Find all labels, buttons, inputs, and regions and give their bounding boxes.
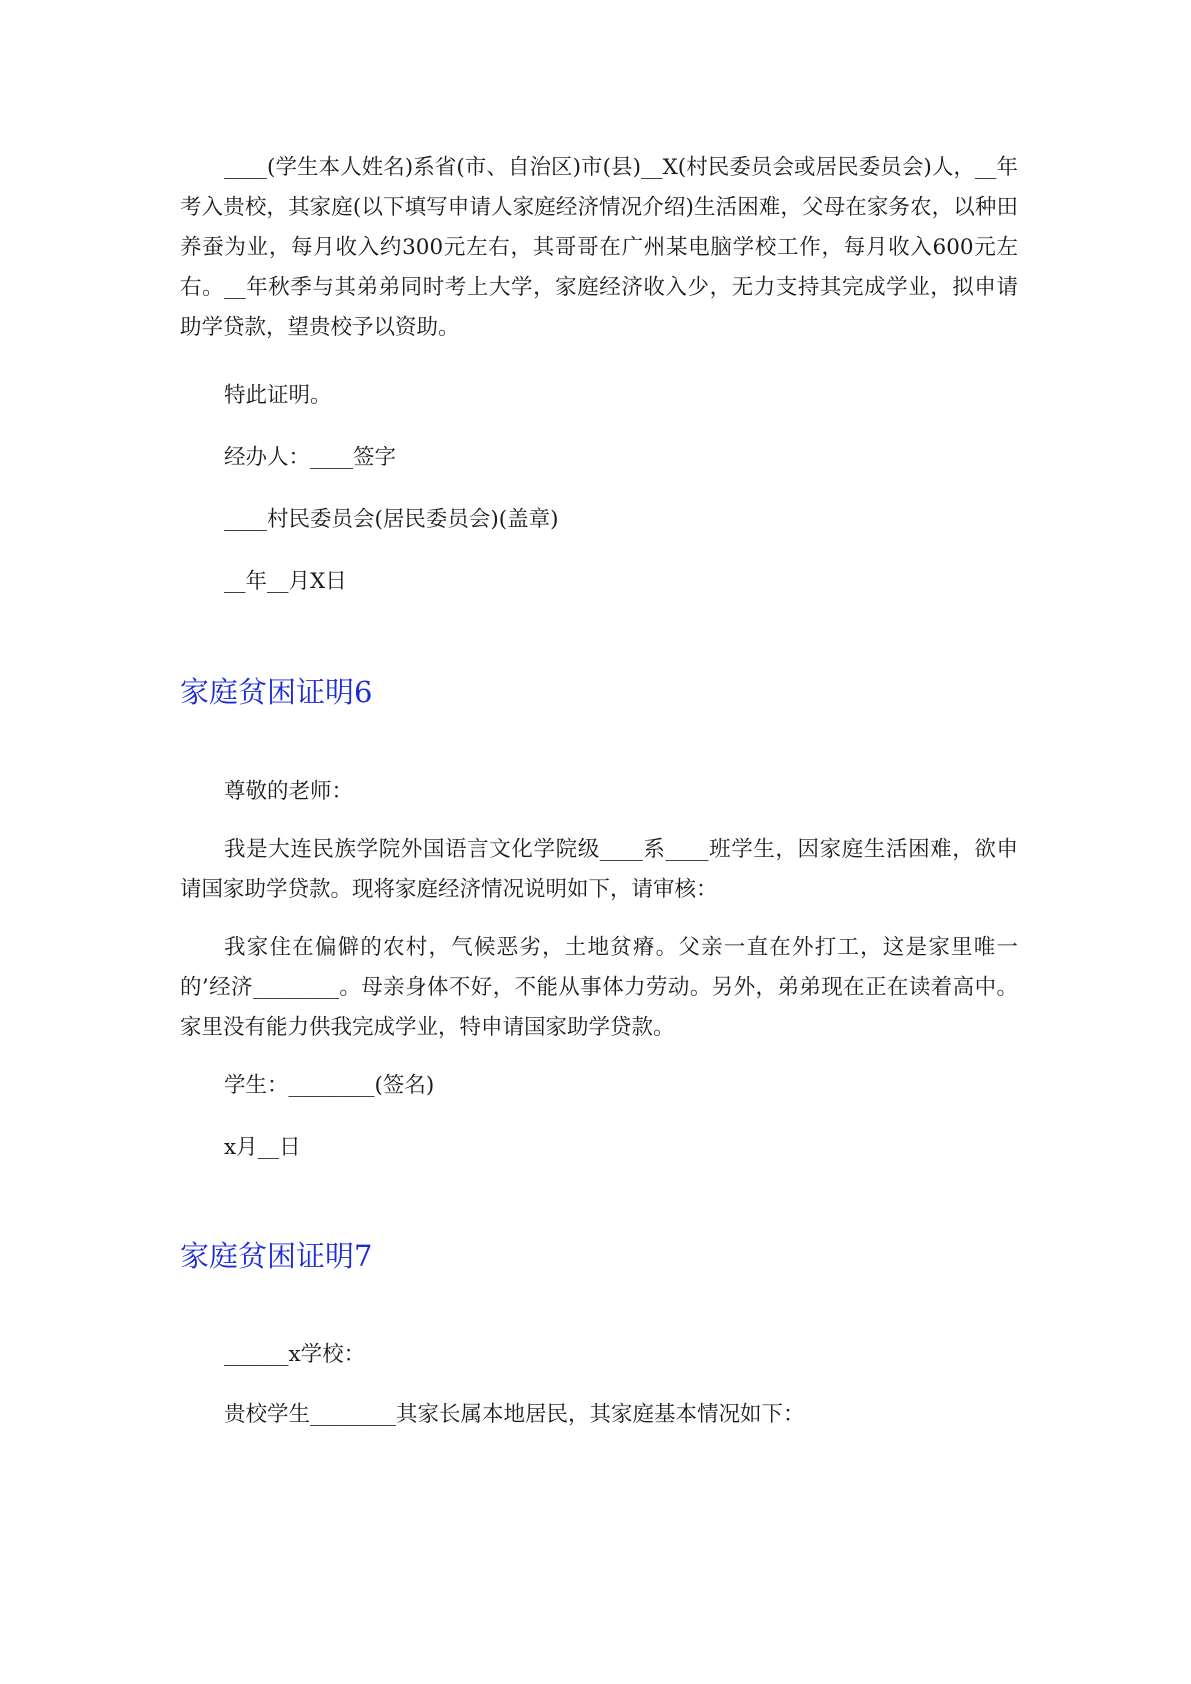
section7-salutation: ______x学校： — [224, 1342, 366, 1367]
section6-signature: 学生：________(签名) — [224, 1073, 435, 1098]
section5-date: __年__月X日 — [224, 569, 347, 594]
section6-title: 家庭贫困证明6 — [180, 675, 373, 709]
section5-committee: ____村民委员会(居民委员会)(盖章) — [224, 507, 559, 532]
section5-handler: 经办人：____签字 — [224, 445, 397, 470]
section6-salutation: 尊敬的老师： — [224, 779, 354, 804]
section7-title: 家庭贫困证明7 — [180, 1239, 373, 1273]
section5-closing: 特此证明。 — [224, 383, 332, 408]
section6-para2: 我家住在偏僻的农村，气候恶劣，土地贫瘠。父亲一直在外打工，这是家里唯一的’经济________。母亲身体不好，不能从事体力劳动。另外，弟弟现在正在读着高中。家里没有能力供我完成学业，特申请国家助学贷款。 — [180, 935, 1018, 1040]
section7-para1: 贵校学生________其家长属本地居民，其家庭基本情况如下： — [224, 1402, 805, 1427]
section6-date: x月__日 — [224, 1135, 301, 1160]
section6-para1: 我是大连民族学院外国语言文化学院级____系____班学生，因家庭生活困难，欲申请国家助学贷款。现将家庭经济情况说明如下，请审核： — [180, 837, 1018, 902]
section5-body: ____(学生本人姓名)系省(市、自治区)市(县)__X(村民委员会或居民委员会)人，__年考入贵校，其家庭(以下填写申请人家庭经济情况介绍)生活困难，父母在家务农，以种田养蚕为业，每月收入约300元左右，其哥哥在广州某电脑学校工作，每月收入600元左右。__年秋季与其弟弟同时考上大学，家庭经济收入少，无力支持其完成学业，拟申请助学贷款，望贵校予以资助。 — [180, 155, 1018, 340]
